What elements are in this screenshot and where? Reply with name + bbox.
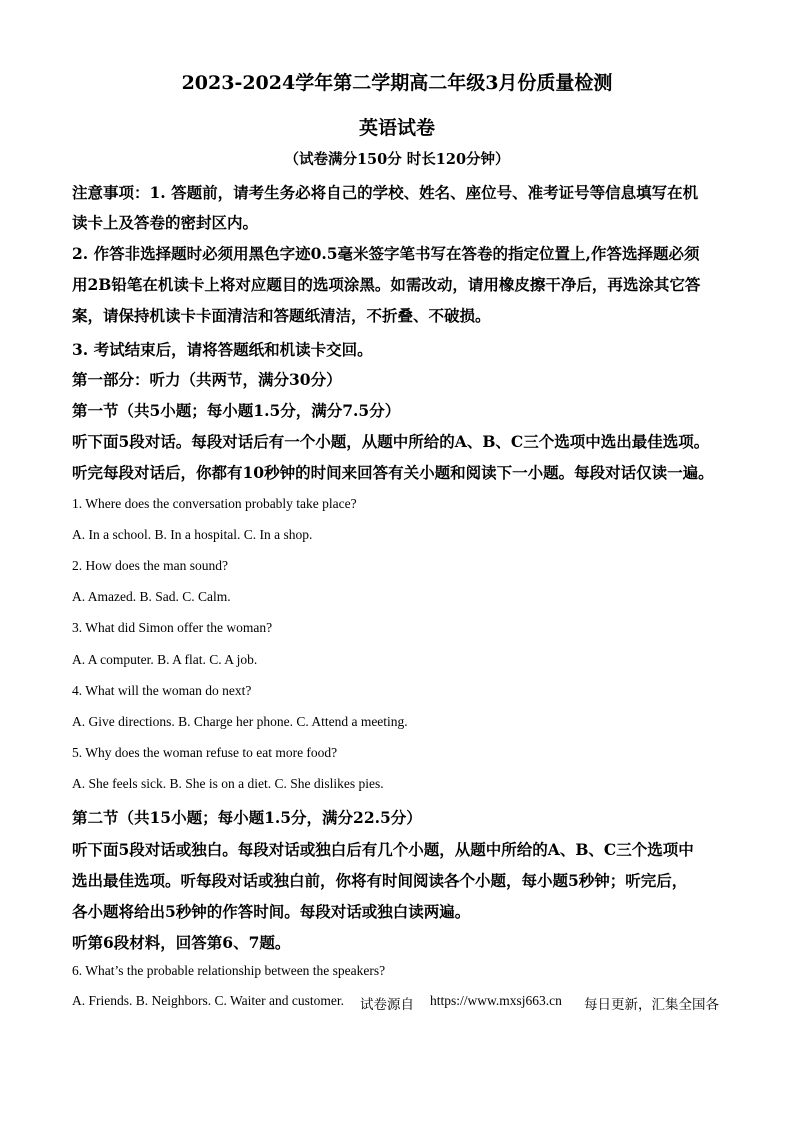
watermark-prefix: 试卷源自 [360,997,414,1012]
question-1: 1. Where does the conversation probably take place? [72,496,357,511]
notes-line-1: 注意事项：1. 答题前，请考生务必将自己的学校、姓名、座位号、准考证号等信息填写在机 [72,183,699,202]
section2-instruction-3: 各小题将给出5秒钟的作答时间。每段对话或独白读两遍。 [72,902,471,921]
notes-line-3: 2. 作答非选择题时必须用黑色字迹0.5毫米签字笔书写在答卷的指定位置上,作答选择题必须 [72,244,700,263]
question-4: 4. What will the woman do next? [72,683,252,698]
section1-instruction-2: 听完每段对话后，你都有10秒钟的时间来回答有关小题和阅读下一小题。每段对话仅读一遍。 [72,463,714,482]
notes-line-2: 读卡上及答卷的密封区内。 [72,213,259,232]
exam-info: （试卷满分150分 时长120分钟） [284,151,510,168]
notes-line-5: 案，请保持机读卡卡面清洁和答题纸清洁，不折叠、不破损。 [72,306,491,325]
section1-heading: 第一节（共5小题；每小题1.5分，满分7.5分） [72,401,401,420]
part1-heading: 第一部分：听力（共两节，满分30分） [72,370,342,389]
section2-instruction-2: 选出最佳选项。听每段对话或独白前，你将有时间阅读各个小题，每小题5秒钟；听完后， [72,871,688,890]
question-2-options: A. Amazed. B. Sad. C. Calm. [72,589,231,604]
watermark-suffix: 每日更新，汇集全国各 [584,997,719,1012]
exam-subject: 英语试卷 [358,117,435,139]
question-2: 2. How does the man sound? [72,558,228,573]
question-6: 6. What’s the probable relationship between the speakers? [72,963,386,978]
section2-instruction-1: 听下面5段对话或独白。每段对话或独白后有几个小题，从题中所给的A、B、C三个选项中 [72,840,694,859]
exam-title: 2023-2024学年第二学期高二年级3月份质量检测 [181,72,613,94]
question-1-options: A. In a school. B. In a hospital. C. In a shop. [72,527,313,542]
question-5: 5. Why does the woman refuse to eat more food? [72,745,338,760]
question-3-options: A. A computer. B. A flat. C. A job. [72,652,258,667]
notes-line-4: 用2B铅笔在机读卡上将对应题目的选项涂黑。如需改动，请用橡皮擦干净后，再选涂其它答 [72,275,701,294]
section1-instruction-1: 听下面5段对话。每段对话后有一个小题，从题中所给的A、B、C三个选项中选出最佳选项。 [72,432,710,451]
question-4-options: A. Give directions. B. Charge her phone. C. Attend a meeting. [72,714,408,729]
notes-line-6: 3. 考试结束后，请将答题纸和机读卡交回。 [72,340,373,359]
watermark-url[interactable]: https://www.mxsj663.cn [430,993,562,1008]
section2-heading: 第二节（共15小题；每小题1.5分，满分22.5分） [72,808,422,827]
question-5-options: A. She feels sick. B. She is on a diet. C. She dislikes pies. [72,776,384,791]
question-6-options: A. Friends. B. Neighbors. C. Waiter and customer. [72,993,345,1008]
question-3: 3. What did Simon offer the woman? [72,620,273,635]
material-6-heading: 听第6段材料，回答第6、7题。 [72,933,291,952]
